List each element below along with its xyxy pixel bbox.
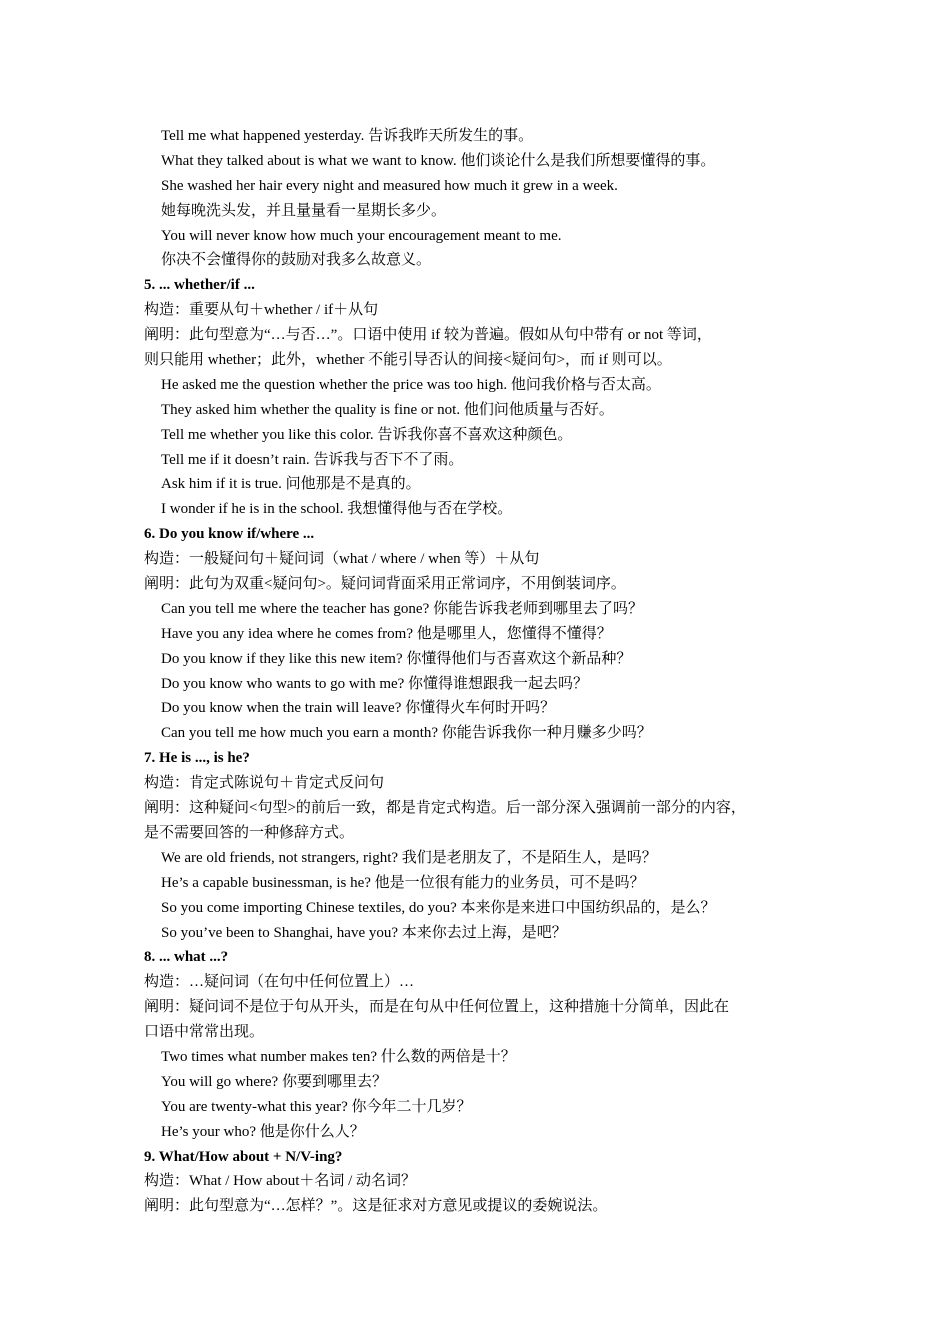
explanation-line: 是不需要回答的一种修辞方式。 — [144, 824, 355, 841]
example-sentence: You are twenty-what this year? 你今年二十几岁？ — [161, 1098, 472, 1115]
explanation-line: 阐明：此句型意为“…与否…”。口语中使用 if 较为普遍。假如从句中带有 or not 等词， — [144, 327, 712, 344]
section-heading: 5. ... whether/if ... — [144, 277, 255, 294]
structure-line: 构造：…疑问词（在句中任何位置上）… — [144, 974, 415, 991]
example-sentence: 她每晚洗头发，并且量量看一星期长多少。 — [161, 202, 447, 219]
example-sentence: What they talked about is what we want to know. 他们谈论什么是我们所想要懂得的事。 — [161, 152, 716, 169]
example-sentence: I wonder if he is in the school. 我想懂得他与否在学校。 — [161, 501, 513, 518]
example-sentence: Can you tell me where the teacher has gone? 你能告诉我老师到哪里去了吗？ — [161, 600, 643, 617]
example-sentence: So you’ve been to Shanghai, have you? 本来你去过上海，是吧？ — [161, 924, 567, 941]
explanation-line: 阐明：疑问词不是位于句从开头，而是在句从中任何位置上，这种措施十分简单，因此在 — [144, 999, 730, 1016]
example-sentence: You will never know how much your encouragement meant to me. — [161, 227, 562, 244]
example-sentence: Do you know if they like this new item? 你懂得他们与否喜欢这个新品种？ — [161, 650, 632, 667]
example-sentence: 你决不会懂得你的鼓励对我多么故意义。 — [161, 252, 432, 269]
example-sentence: Two times what number makes ten? 什么数的两倍是十？ — [161, 1048, 516, 1065]
example-sentence: Do you know when the train will leave? 你懂得火车何时开吗？ — [161, 700, 556, 717]
example-sentence: Have you any idea where he comes from? 他是哪里人，您懂得不懂得？ — [161, 625, 612, 642]
example-sentence: We are old friends, not strangers, right? 我们是老朋友了，不是陌生人，是吗？ — [161, 849, 657, 866]
example-sentence: Do you know who wants to go with me? 你懂得谁想跟我一起去吗？ — [161, 675, 589, 692]
example-sentence: He’s a capable businessman, is he? 他是一位很有能力的业务员，可不是吗？ — [161, 874, 645, 891]
example-sentence: They asked him whether the quality is fine or not. 他们问他质量与否好。 — [161, 401, 614, 418]
example-sentence: She washed her hair every night and measured how much it grew in a week. — [161, 177, 618, 194]
explanation-line: 口语中常常出现。 — [144, 1024, 265, 1041]
example-sentence: Can you tell me how much you earn a month? 你能告诉我你一种月赚多少吗？ — [161, 725, 652, 742]
example-sentence: He asked me the question whether the price was too high. 他问我价格与否太高。 — [161, 376, 661, 393]
structure-line: 构造：What / How about＋名词 / 动名词？ — [144, 1173, 417, 1190]
section-heading: 8. ... what ...? — [144, 949, 229, 966]
explanation-line: 阐明：这种疑问<句型>的前后一致，都是肯定式构造。后一部分深入强调前一部分的内容， — [144, 800, 746, 817]
section-heading: 9. What/How about + N/V-ing? — [144, 1148, 343, 1165]
example-sentence: Tell me what happened yesterday. 告诉我昨天所发生的事。 — [161, 128, 534, 144]
structure-line: 构造：肯定式陈说句＋肯定式反问句 — [144, 775, 385, 792]
section-heading: 7. He is ..., is he? — [144, 750, 250, 767]
example-sentence: So you come importing Chinese textiles, do you? 本来你是来进口中国纺织品的，是么？ — [161, 899, 716, 916]
example-sentence: Ask him if it is true. 问他那是不是真的。 — [161, 476, 421, 493]
structure-line: 构造：重要从句＋whether / if＋从句 — [144, 302, 379, 319]
example-sentence: Tell me whether you like this color. 告诉我你喜不喜欢这种颜色。 — [161, 426, 573, 443]
structure-line: 构造：一般疑问句＋疑问词（what / where / when 等）＋从句 — [144, 551, 540, 568]
example-sentence: Tell me if it doesn’t rain. 告诉我与否下不了雨。 — [161, 451, 464, 468]
example-sentence: You will go where? 你要到哪里去？ — [161, 1073, 387, 1090]
explanation-line: 则只能用 whether；此外，whether 不能引导否认的间接<疑问句>，而 if 则可以。 — [144, 352, 672, 369]
example-sentence: He’s your who? 他是你什么人？ — [161, 1123, 365, 1140]
explanation-line: 阐明：此句型意为“…怎样？”。这是征求对方意见或提议的委婉说法。 — [144, 1198, 608, 1215]
explanation-line: 阐明：此句为双重<疑问句>。疑问词背面采用正常词序，不用倒装词序。 — [144, 576, 626, 593]
document-body — [144, 124, 824, 1219]
section-heading: 6. Do you know if/where ... — [144, 526, 315, 543]
